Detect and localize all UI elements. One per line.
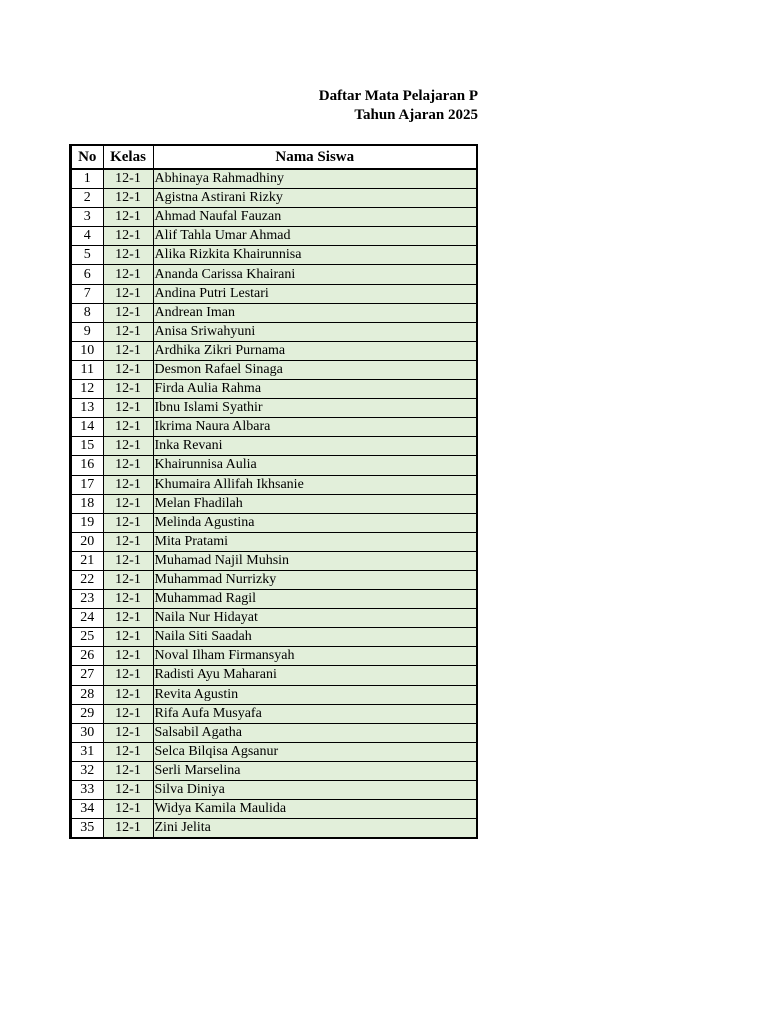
cell-kelas[interactable]: 12-1 (103, 742, 153, 761)
cell-no[interactable]: 8 (71, 303, 103, 322)
cell-kelas[interactable]: 12-1 (103, 609, 153, 628)
cell-nama-siswa[interactable]: Ikrima Naura Albara (153, 418, 477, 437)
cell-no[interactable]: 29 (71, 704, 103, 723)
table-row (71, 819, 477, 838)
cell-no[interactable]: 16 (71, 456, 103, 475)
cell-nama-siswa[interactable]: Muhammad Ragil (153, 590, 477, 609)
column-header-no[interactable]: No (71, 146, 103, 170)
cell-kelas[interactable]: 12-1 (103, 418, 153, 437)
cell-no[interactable]: 31 (71, 742, 103, 761)
cell-nama-siswa[interactable]: Andrean Iman (153, 303, 477, 322)
cell-nama-siswa[interactable]: Andina Putri Lestari (153, 284, 477, 303)
cell-no[interactable]: 25 (71, 628, 103, 647)
cell-no[interactable]: 4 (71, 227, 103, 246)
table-row (71, 456, 477, 475)
cell-no[interactable]: 27 (71, 666, 103, 685)
column-header-nama-siswa[interactable]: Nama Siswa (153, 146, 477, 170)
table-row (71, 723, 477, 742)
cell-kelas[interactable]: 12-1 (103, 590, 153, 609)
cell-kelas[interactable]: 12-1 (103, 303, 153, 322)
cell-no[interactable]: 18 (71, 494, 103, 513)
cell-nama-siswa[interactable]: Mita Pratami (153, 532, 477, 551)
cell-no[interactable]: 3 (71, 208, 103, 227)
cell-no[interactable]: 2 (71, 189, 103, 208)
table-row (71, 189, 477, 208)
table-row (71, 208, 477, 227)
cell-nama-siswa[interactable]: Zini Jelita (153, 819, 477, 838)
cell-nama-siswa[interactable]: Naila Siti Saadah (153, 628, 477, 647)
table-row (71, 685, 477, 704)
table-header-row (71, 146, 477, 170)
cell-kelas[interactable]: 12-1 (103, 360, 153, 379)
cell-nama-siswa[interactable]: Ardhika Zikri Purnama (153, 341, 477, 360)
cell-kelas[interactable]: 12-1 (103, 494, 153, 513)
cell-kelas[interactable]: 12-1 (103, 704, 153, 723)
cell-nama-siswa[interactable]: Serli Marselina (153, 761, 477, 780)
cell-nama-siswa[interactable]: Alif Tahla Umar Ahmad (153, 227, 477, 246)
table-row (71, 322, 477, 341)
cell-kelas[interactable]: 12-1 (103, 322, 153, 341)
table-row (71, 265, 477, 284)
cell-no[interactable]: 19 (71, 513, 103, 532)
table-row (71, 590, 477, 609)
cell-kelas[interactable]: 12-1 (103, 246, 153, 265)
table-row (71, 227, 477, 246)
cell-nama-siswa[interactable]: Melinda Agustina (153, 513, 477, 532)
cell-kelas[interactable]: 12-1 (103, 666, 153, 685)
cell-nama-siswa[interactable]: Noval Ilham Firmansyah (153, 647, 477, 666)
cell-kelas[interactable]: 12-1 (103, 265, 153, 284)
cell-kelas[interactable]: 12-1 (103, 647, 153, 666)
table-row (71, 551, 477, 570)
cell-no[interactable]: 13 (71, 399, 103, 418)
cell-no[interactable]: 11 (71, 360, 103, 379)
cell-nama-siswa[interactable]: Alika Rizkita Khairunnisa (153, 246, 477, 265)
cell-no[interactable]: 23 (71, 590, 103, 609)
cell-kelas[interactable]: 12-1 (103, 341, 153, 360)
cell-no[interactable]: 22 (71, 570, 103, 589)
cell-kelas[interactable]: 12-1 (103, 532, 153, 551)
table-row (71, 169, 477, 189)
column-header-kelas[interactable]: Kelas (103, 146, 153, 170)
table-row (71, 761, 477, 780)
cell-kelas[interactable]: 12-1 (103, 189, 153, 208)
cell-nama-siswa[interactable]: Widya Kamila Maulida (153, 800, 477, 819)
cell-kelas[interactable]: 12-1 (103, 399, 153, 418)
cell-kelas[interactable]: 12-1 (103, 169, 153, 189)
table-row (71, 380, 477, 399)
cell-no[interactable]: 28 (71, 685, 103, 704)
document-subtitle: Tahun Ajaran 2025 (354, 107, 478, 123)
table-row (71, 781, 477, 800)
cell-no[interactable]: 7 (71, 284, 103, 303)
cell-no[interactable]: 30 (71, 723, 103, 742)
table-row (71, 800, 477, 819)
cell-kelas[interactable]: 12-1 (103, 437, 153, 456)
table-body (71, 169, 477, 838)
cell-nama-siswa[interactable]: Firda Aulia Rahma (153, 380, 477, 399)
cell-nama-siswa[interactable]: Muhamad Najil Muhsin (153, 551, 477, 570)
cell-kelas[interactable]: 12-1 (103, 723, 153, 742)
table-row (71, 532, 477, 551)
cell-no[interactable]: 32 (71, 761, 103, 780)
table-row (71, 609, 477, 628)
cell-nama-siswa[interactable]: Agistna Astirani Rizky (153, 189, 477, 208)
document-title: Daftar Mata Pelajaran P (318, 88, 478, 104)
cell-kelas[interactable]: 12-1 (103, 800, 153, 819)
cell-nama-siswa[interactable]: Ananda Carissa Khairani (153, 265, 477, 284)
cell-no[interactable]: 9 (71, 322, 103, 341)
cell-nama-siswa[interactable]: Khumaira Allifah Ikhsanie (153, 475, 477, 494)
cell-no[interactable]: 34 (71, 800, 103, 819)
cell-nama-siswa[interactable]: Khairunnisa Aulia (153, 456, 477, 475)
cell-kelas[interactable]: 12-1 (103, 628, 153, 647)
cell-no[interactable]: 33 (71, 781, 103, 800)
table-row (71, 437, 477, 456)
cell-no[interactable]: 35 (71, 819, 103, 838)
cell-nama-siswa[interactable]: Salsabil Agatha (153, 723, 477, 742)
cell-nama-siswa[interactable]: Silva Diniya (153, 781, 477, 800)
cell-no[interactable]: 26 (71, 647, 103, 666)
cell-nama-siswa[interactable]: Selca Bilqisa Agsanur (153, 742, 477, 761)
cell-nama-siswa[interactable]: Ahmad Naufal Fauzan (153, 208, 477, 227)
cell-kelas[interactable]: 12-1 (103, 513, 153, 532)
cell-no[interactable]: 12 (71, 380, 103, 399)
table-row (71, 742, 477, 761)
cell-nama-siswa[interactable]: Desmon Rafael Sinaga (153, 360, 477, 379)
cell-nama-siswa[interactable]: Abhinaya Rahmadhiny (153, 169, 477, 189)
table-row (71, 647, 477, 666)
cell-no[interactable]: 17 (71, 475, 103, 494)
table-row (71, 475, 477, 494)
cell-kelas[interactable]: 12-1 (103, 570, 153, 589)
cell-nama-siswa[interactable]: Melan Fhadilah (153, 494, 477, 513)
cell-nama-siswa[interactable]: Muhammad Nurrizky (153, 570, 477, 589)
cell-no[interactable]: 15 (71, 437, 103, 456)
cell-kelas[interactable]: 12-1 (103, 475, 153, 494)
cell-no[interactable]: 6 (71, 265, 103, 284)
cell-no[interactable]: 20 (71, 532, 103, 551)
cell-nama-siswa[interactable]: Radisti Ayu Maharani (153, 666, 477, 685)
table-row (71, 704, 477, 723)
student-table (70, 145, 477, 838)
cell-kelas[interactable]: 12-1 (103, 456, 153, 475)
student-table-frame (69, 144, 478, 839)
cell-no[interactable]: 1 (71, 169, 103, 189)
cell-no[interactable]: 5 (71, 246, 103, 265)
table-row (71, 246, 477, 265)
cell-nama-siswa[interactable]: Anisa Sriwahyuni (153, 322, 477, 341)
cell-kelas[interactable]: 12-1 (103, 551, 153, 570)
cell-nama-siswa[interactable]: Rifa Aufa Musyafa (153, 704, 477, 723)
cell-kelas[interactable]: 12-1 (103, 685, 153, 704)
cell-nama-siswa[interactable]: Naila Nur Hidayat (153, 609, 477, 628)
table-row (71, 494, 477, 513)
cell-kelas[interactable]: 12-1 (103, 819, 153, 838)
table-row (71, 666, 477, 685)
cell-no[interactable]: 10 (71, 341, 103, 360)
cell-kelas[interactable]: 12-1 (103, 380, 153, 399)
table-row (71, 513, 477, 532)
cell-kelas[interactable]: 12-1 (103, 781, 153, 800)
table-row (71, 418, 477, 437)
cell-nama-siswa[interactable]: Inka Revani (153, 437, 477, 456)
cell-no[interactable]: 14 (71, 418, 103, 437)
cell-no[interactable]: 24 (71, 609, 103, 628)
cell-nama-siswa[interactable]: Revita Agustin (153, 685, 477, 704)
cell-kelas[interactable]: 12-1 (103, 761, 153, 780)
table-row (71, 284, 477, 303)
cell-no[interactable]: 21 (71, 551, 103, 570)
table-row (71, 360, 477, 379)
table-row (71, 399, 477, 418)
table-row (71, 628, 477, 647)
cell-nama-siswa[interactable]: Ibnu Islami Syathir (153, 399, 477, 418)
table-row (71, 303, 477, 322)
table-row (71, 570, 477, 589)
cell-kelas[interactable]: 12-1 (103, 208, 153, 227)
cell-kelas[interactable]: 12-1 (103, 227, 153, 246)
table-row (71, 341, 477, 360)
cell-kelas[interactable]: 12-1 (103, 284, 153, 303)
